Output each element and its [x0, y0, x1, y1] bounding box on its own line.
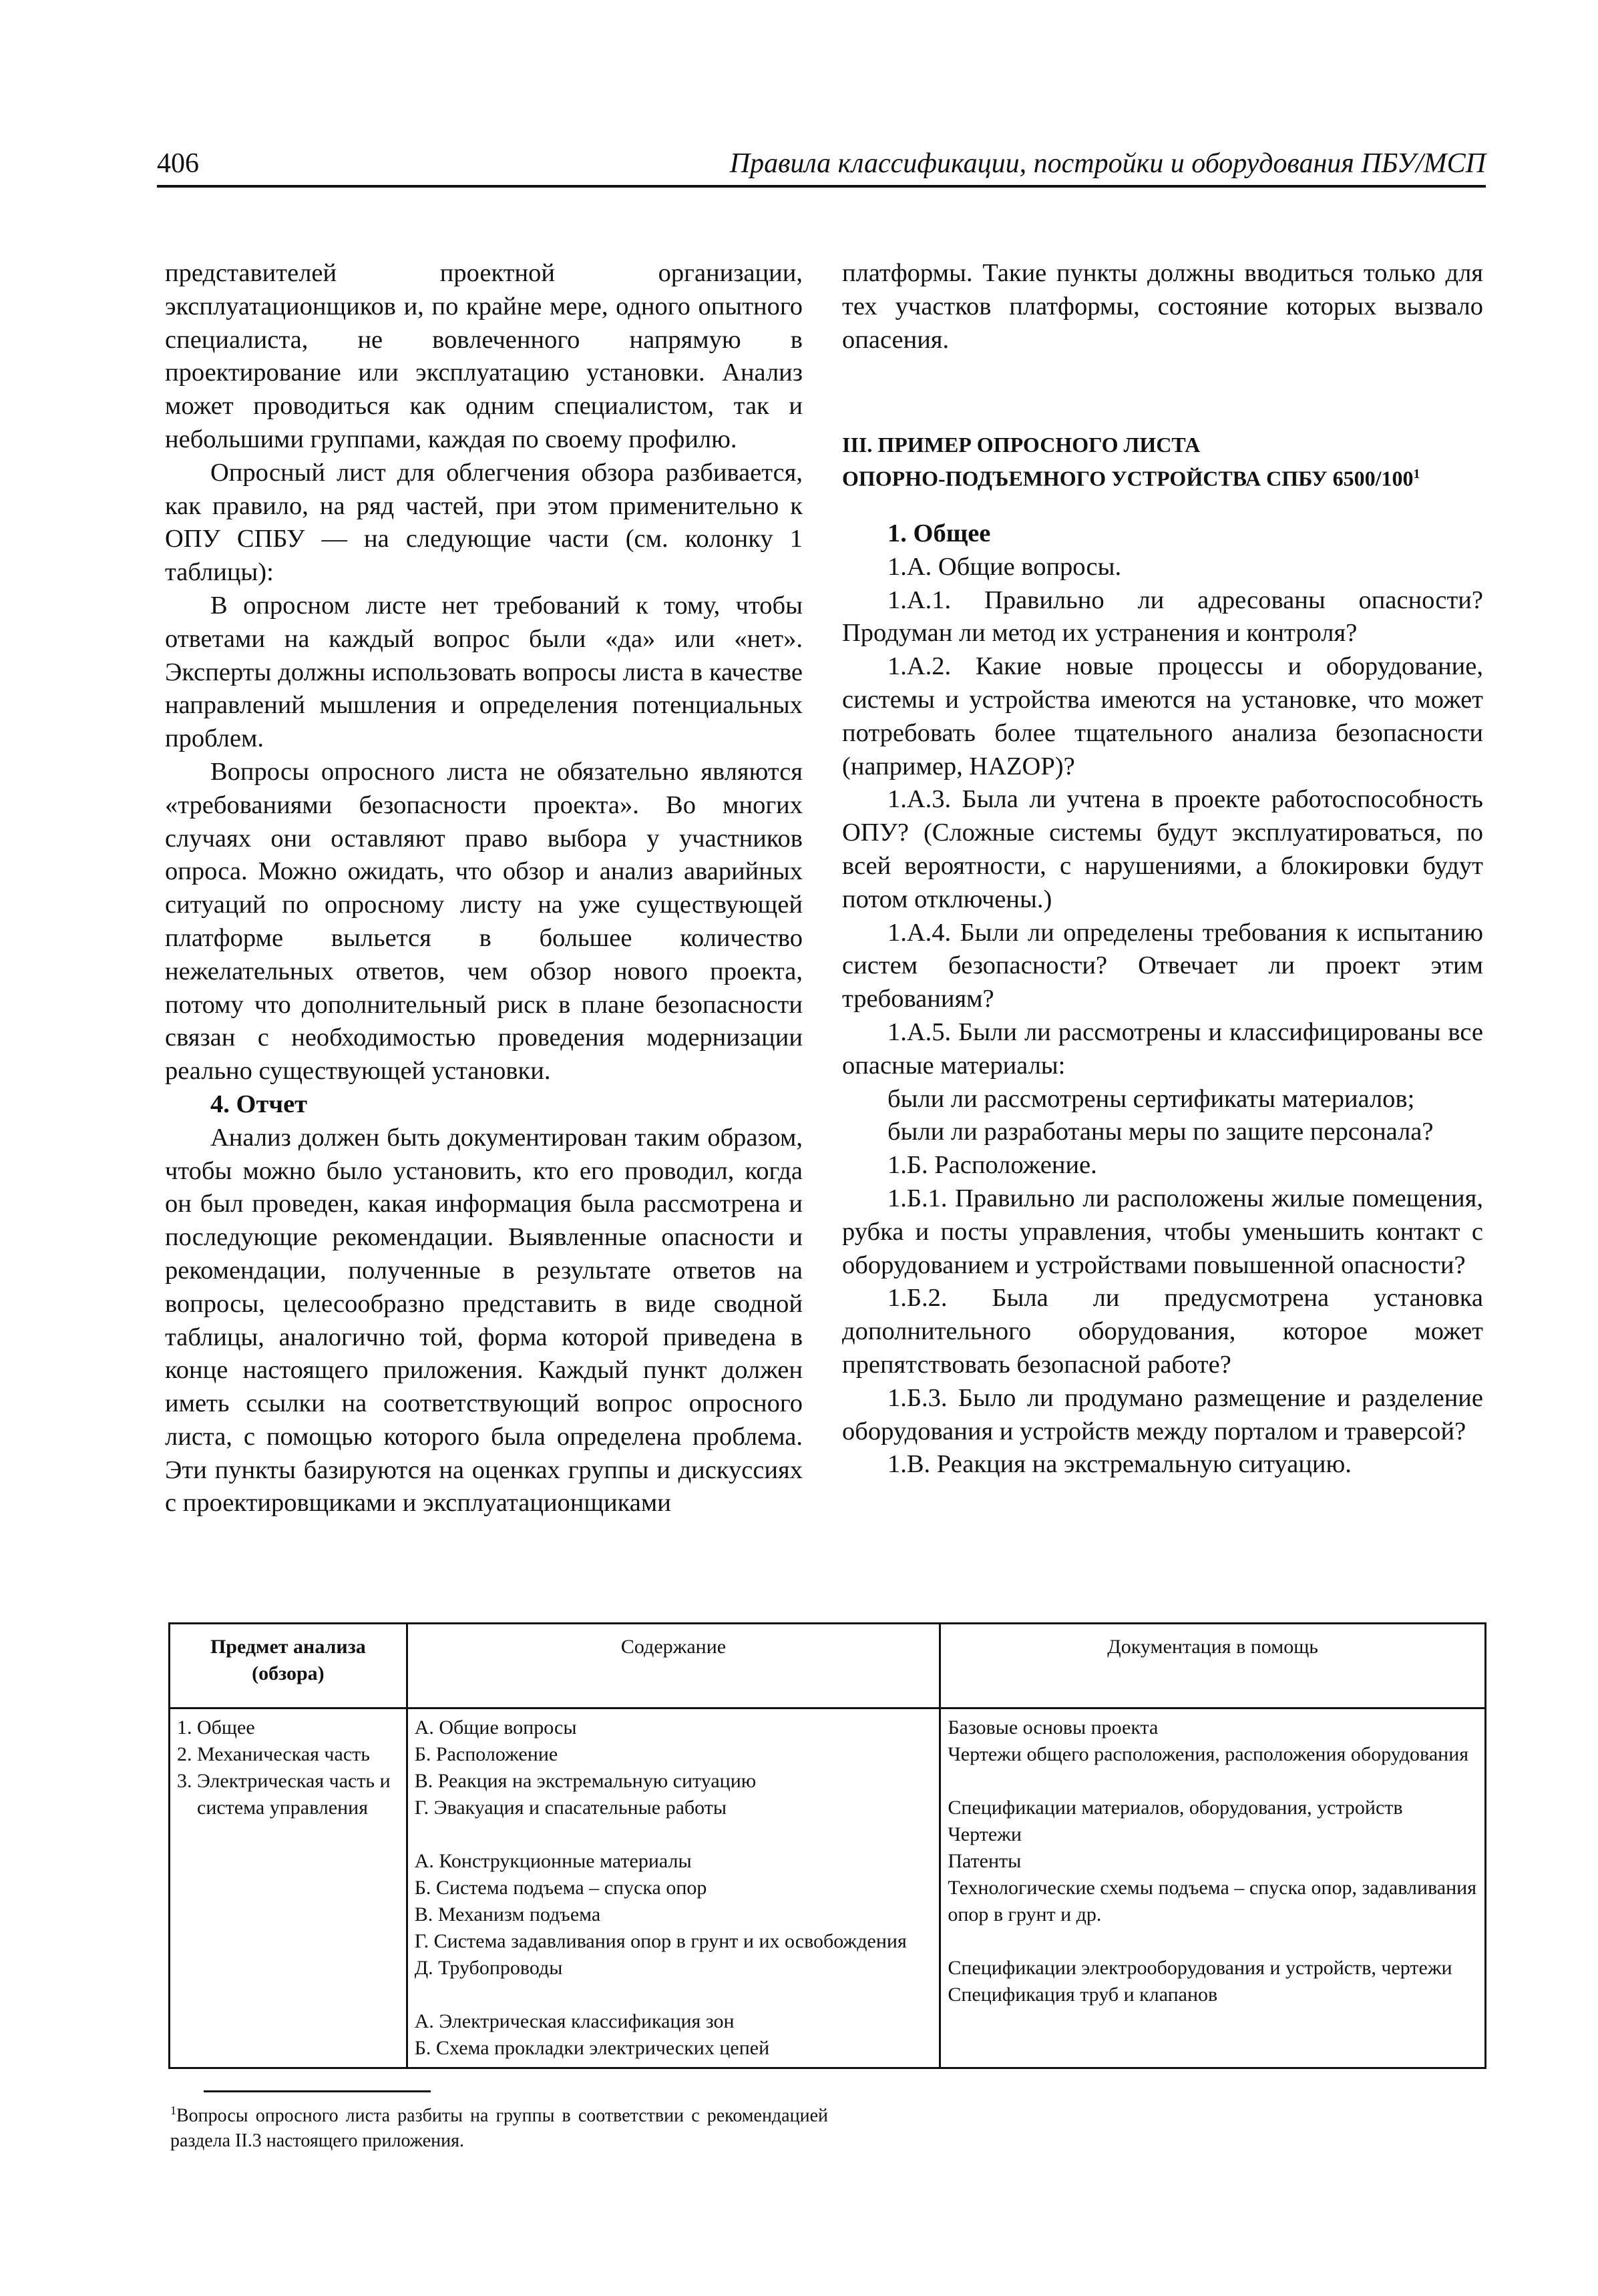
paragraph: Опросный лист для облегчения обзора разбивается, как правило, на ряд частей, при этом применительно к ОПУ СПБУ — на следующие части (см. колонку 1 таблицы):: [165, 458, 803, 587]
paragraph: В опросном листе нет требований к тому, чтобы ответами на каждый вопрос были «да» или «нет». Эксперты должны использовать вопросы листа в качестве направлений мышления и определения потенциальных проблем.: [165, 591, 803, 753]
paragraph: Вопросы опросного листа не обязательно являются «требованиями безопасности проекта». Во многих случаях они оставляют право выбора у участников опроса. Можно ожидать, что обзор и анализ аварийных ситуаций по опросному листу на уже существующей платформе выльется в большее количество нежелательных ответов, чем обзор нового проекта, потому что дополнительный риск в плане безопасности связан с необходимостью проведения модернизации реально существующей установки.: [165, 757, 803, 1086]
section-title: [842, 430, 1483, 493]
doc-item: Технологические схемы подъема – спуска опор, задавливания опор в грунт и др.: [948, 1877, 1477, 1925]
question-item: 1.А. Общие вопросы.: [887, 552, 1122, 581]
section-title-line-1: III. ПРИМЕР ОПРОСНОГО ЛИСТА: [842, 433, 1201, 457]
doc-item: Спецификация труб и клапанов: [948, 1984, 1218, 2006]
doc-group-general: [948, 1714, 1478, 1768]
footnote: [170, 2098, 828, 2154]
footnote-separator: [204, 2090, 431, 2092]
doc-item: Чертежи общего расположения, расположения оборудования: [948, 1743, 1469, 1765]
subject-item: 2. Механическая часть: [177, 1743, 370, 1765]
content-item: Г. Система задавливания опор в грунт и их освобождения: [414, 1930, 907, 1952]
subject-item: 3. Электрическая часть и система управления: [177, 1770, 391, 1819]
question-item: 1.А.5. Были ли рассмотрены и классифицированы все опасные материалы:: [842, 1018, 1483, 1080]
paragraph: Анализ должен быть документирован таким образом, чтобы можно было установить, кто его проводил, когда он был проведен, какая информация была рассмотрена и последующие рекомендации. Выявленные опасности и рекомендации, полученные в результате ответов на вопросы, целесообразно представить в виде сводной таблицы, аналогично той, форма которой приведена в конце настоящего приложения. Каждый пункт должен иметь ссылки на соответствующий вопрос опросного листа, с помощью которого была определена проблема. Эти пункты базируются на оценках группы и дискуссиях с проектировщиками и эксплуатационщиками: [165, 1123, 803, 1518]
sublist-item: были ли рассмотрены сертификаты материалов;: [887, 1084, 1415, 1113]
subject-cell: [170, 1708, 407, 2068]
left-column: [165, 257, 803, 1520]
content-item: В. Механизм подъема: [414, 1903, 601, 1925]
content-group-electrical: [415, 2008, 933, 2062]
content-cell: [407, 1708, 940, 2068]
section-title-line-2: ОПОРНО-ПОДЪЕМНОГО УСТРОЙСТВА СПБУ 6500/100: [842, 467, 1414, 491]
table-row: [170, 1708, 1486, 2068]
question-item: 1.А.4. Были ли определены требования к испытанию систем безопасности? Отвечает ли проект этим требованиям?: [842, 918, 1483, 1013]
content-item: Б. Система подъема – спуска опор: [414, 1877, 707, 1899]
analysis-table: [168, 1622, 1486, 2069]
content-item: Б. Расположение: [414, 1743, 558, 1765]
doc-item: Чертежи: [948, 1823, 1022, 1845]
content-item: А. Электрическая классификация зон: [414, 2010, 735, 2032]
page-header: [157, 137, 1486, 188]
question-item: 1.А.1. Правильно ли адресованы опасности? Продуман ли метод их устранения и контроля?: [842, 586, 1483, 648]
footnote-mark: 1: [170, 2104, 176, 2117]
documentation-cell: [940, 1708, 1486, 2068]
subject-item: 1. Общее: [177, 1716, 255, 1739]
column-header-subject: Предмет анализа (обзора): [170, 1624, 407, 1708]
column-header-documentation: Документация в помощь: [940, 1624, 1486, 1708]
right-column: [842, 257, 1483, 1481]
paragraph: представителей проектной организации, эксплуатационщиков и, по крайне мере, одного опытного специалиста, не вовлеченного напрямую в проектирование или эксплуатацию установки. Анализ может проводиться как одним специалистом, так и небольшими группами, каждая по своему профилю.: [165, 259, 803, 453]
paragraph: платформы. Такие пункты должны вводиться только для тех участков платформы, состояние которых вызвало опасения.: [842, 259, 1483, 354]
question-item: 1.А.3. Была ли учтена в проекте работоспособность ОПУ? (Сложные системы будут эксплуатироваться, по всей вероятности, с нарушениями, а блокировки будут потом отключены.): [842, 785, 1483, 913]
footnote-reference: 1: [1413, 467, 1420, 482]
general-heading: 1. Общее: [887, 519, 991, 548]
question-item: 1.В. Реакция на экстремальную ситуацию.: [887, 1450, 1352, 1479]
question-item: 1.Б.1. Правильно ли расположены жилые помещения, рубка и посты управления, чтобы уменьшить контакт с оборудованием и устройствами повышенной опасности?: [842, 1184, 1483, 1279]
report-heading: 4. Отчет: [210, 1090, 308, 1118]
question-item: 1.Б.3. Было ли продумано размещение и разделение оборудования и устройств между порталом и траверсой?: [842, 1383, 1483, 1445]
doc-item: Спецификации электрооборудования и устройств, чертежи: [948, 1957, 1452, 1979]
question-item: 1.Б. Расположение.: [887, 1151, 1097, 1180]
content-item: Г. Эвакуация и спасательные работы: [414, 1797, 727, 1819]
footnote-text: Вопросы опросного листа разбиты на группы в соответствии с рекомендацией раздела II.3 настоящего приложения.: [170, 2105, 828, 2152]
doc-group-mechanical: [948, 1795, 1478, 1928]
doc-item: Спецификации материалов, оборудования, устройств: [948, 1797, 1403, 1819]
content-item: А. Конструкционные материалы: [414, 1850, 692, 1872]
content-group-mechanical: [415, 1848, 933, 1982]
question-item: 1.А.2. Какие новые процессы и оборудование, системы и устройства имеются на установке, что может потребовать более тщательного анализа безопасности (например, HAZOP)?: [842, 652, 1483, 780]
sublist-item: были ли разработаны меры по защите персонала?: [887, 1118, 1434, 1146]
page-number: 406: [157, 148, 199, 179]
doc-item: Патенты: [948, 1850, 1022, 1872]
content-group-general: [415, 1714, 933, 1821]
table-header-row: [170, 1624, 1486, 1708]
doc-group-electrical: [948, 1955, 1478, 2008]
content-item: Д. Трубопроводы: [414, 1957, 563, 1979]
content-item: А. Общие вопросы: [414, 1716, 577, 1739]
running-title: Правила классификации, постройки и оборудования ПБУ/МСП: [729, 148, 1486, 179]
content-item: В. Реакция на экстремальную ситуацию: [414, 1770, 757, 1792]
doc-item: Базовые основы проекта: [948, 1716, 1159, 1739]
column-header-content: Содержание: [407, 1624, 940, 1708]
question-item: 1.Б.2. Была ли предусмотрена установка дополнительного оборудования, которое может препятствовать безопасной работе?: [842, 1284, 1483, 1379]
content-item: Б. Схема прокладки электрических цепей: [414, 2037, 770, 2059]
